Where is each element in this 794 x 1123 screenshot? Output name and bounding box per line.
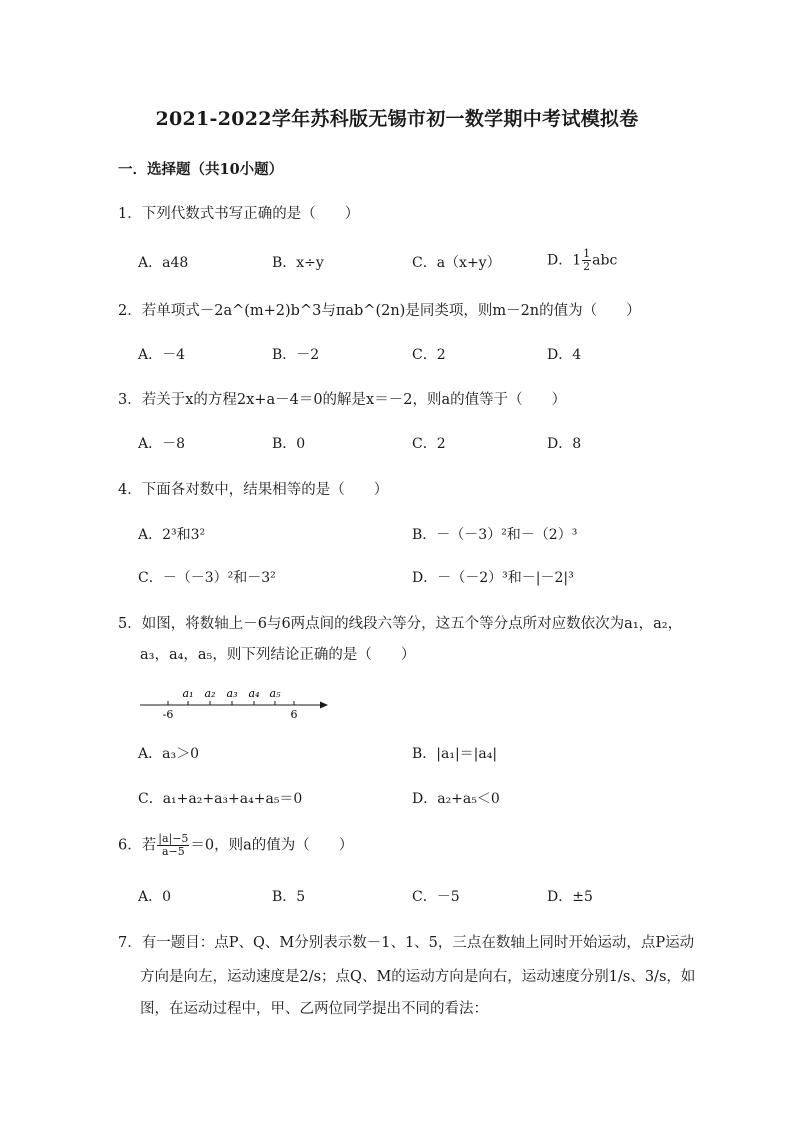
label-a1: a₁ [182, 687, 194, 700]
q3-option-a: A．－8 [138, 436, 186, 452]
question-7-line3: 图，在运动过程中，甲、乙两位同学提出不同的看法： [140, 1001, 488, 1017]
q3-option-c: C．2 [412, 436, 446, 452]
q4-option-d: D．－（－2）³和－|－2|³ [412, 570, 574, 586]
q3-option-b: B．0 [272, 436, 306, 452]
question-7-line2: 方向是向左，运动速度是2/s；点Q、M的运动方向是向右，运动速度分别1/s、3/s，如 [140, 969, 696, 985]
q6-prefix: 6．若 [118, 837, 157, 854]
section-heading: 一．选择题（共10小题） [118, 161, 284, 178]
q5-option-d: D．a₂+a₅＜0 [412, 791, 500, 807]
q6-numerator: |a|−5 [158, 832, 189, 845]
page-title: 2021-2022学年苏科版无锡市初一数学期中考试模拟卷 [155, 108, 639, 130]
number-line-figure [138, 680, 338, 720]
q6-option-b: B．5 [272, 889, 306, 905]
q2-option-d: D．4 [547, 347, 582, 363]
q2-option-c: C．2 [412, 347, 446, 363]
question-5-stem-line1: 5．如图，将数轴上－6与6两点间的线段六等分，这五个等分点所对应数依次为a₁，a₂， [118, 616, 683, 632]
label-minus-six: -6 [162, 708, 174, 720]
q5-option-b: B．|a₁|＝|a₄| [412, 746, 498, 762]
q2-option-a: A．－4 [138, 347, 186, 363]
q1-option-d [547, 248, 617, 273]
q6-option-d: D．±5 [547, 889, 593, 905]
q5-option-a: A．a₃＞0 [138, 746, 199, 762]
q4-option-a: A．2³和3² [138, 527, 206, 543]
q6-option-a: A．0 [138, 889, 172, 905]
label-six: 6 [290, 708, 298, 720]
q6-denominator: a−5 [161, 845, 185, 858]
question-5-stem-line2: a₃，a₄，a₅，则下列结论正确的是（ ） [140, 647, 416, 663]
label-a3: a₃ [226, 687, 238, 700]
question-1-stem: 1．下列代数式书写正确的是（ ） [118, 206, 360, 222]
q3-option-d: D．8 [547, 436, 582, 452]
label-a2: a₂ [204, 687, 216, 700]
question-7-line1: 7．有一题目：点P、Q、M分别表示数－1、1、5，三点在数轴上同时开始运动，点P运动 [118, 935, 695, 951]
q1-d-denominator: 2 [583, 260, 591, 273]
q4-option-b: B．－（－3）²和－（2）³ [412, 527, 578, 543]
question-2-stem: 2．若单项式－2a^(m+2)b^3与πab^(2n)是同类项，则m－2n的值为（ ） [118, 303, 641, 319]
q1-d-suffix: abc [592, 252, 618, 269]
q1-option-b: B．x÷y [272, 255, 324, 271]
q5-option-c: C．a₁+a₂+a₃+a₄+a₅＝0 [138, 791, 303, 807]
question-4-stem: 4．下面各对数中，结果相等的是（ ） [118, 482, 389, 498]
q1-option-a: A．a48 [138, 255, 189, 271]
q2-option-b: B．－2 [272, 347, 320, 363]
q6-suffix: ＝0，则a的值为（ ） [190, 837, 354, 854]
label-a4: a₄ [248, 687, 260, 700]
q1-d-fraction [582, 248, 591, 273]
q6-option-c: C．－5 [412, 889, 460, 905]
question-6-stem [118, 833, 353, 858]
question-3-stem: 3．若关于x的方程2x+a－4＝0的解是x＝－2，则a的值等于（ ） [118, 392, 567, 408]
q1-d-numerator: 1 [583, 247, 591, 260]
q6-fraction [157, 833, 189, 858]
q1-d-prefix: D．1 [547, 252, 582, 269]
q1-option-c: C．a（x+y） [412, 255, 501, 271]
number-line-arrow [320, 702, 328, 709]
q4-option-c: C．－（－3）²和－3² [138, 570, 276, 586]
label-a5: a₅ [269, 687, 281, 700]
